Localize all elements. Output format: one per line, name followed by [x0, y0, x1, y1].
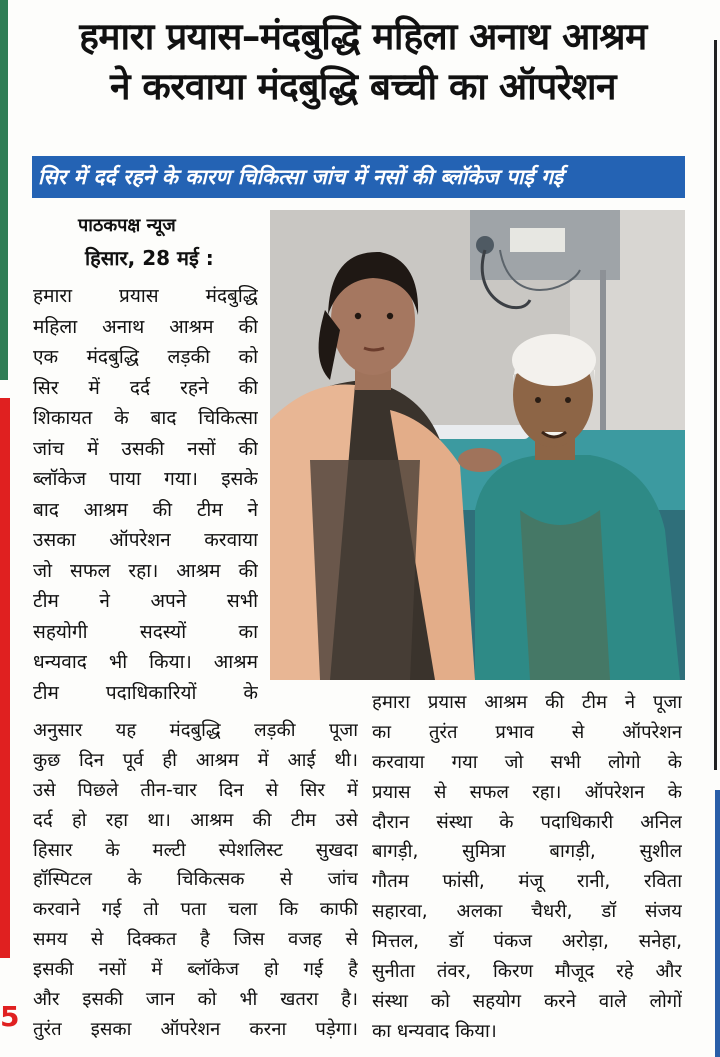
article-line: अनुसार यह मंदबुद्धि लड़की पूजा [33, 720, 358, 741]
news-photo-illustration [270, 210, 685, 680]
subheadline-bar [32, 156, 685, 198]
article-line: टीम ने अपने सभी [33, 590, 258, 612]
subheadline: सिर में दर्द रहने के कारण चिकित्सा जांच में नसों की ब्लॉकेज पाई गई [38, 165, 564, 189]
article-column-1 [33, 281, 258, 708]
article-line: का तुरंत प्रभाव से ऑपरेशन [372, 721, 682, 743]
article-line: गौतम फांसी, मंजू रानी, रविता [372, 871, 682, 893]
dateline: हिसार, 28 मई : [85, 246, 214, 270]
article-line: ब्लॉकेज पाया गया। इसके [33, 468, 258, 490]
article-line: तुरंत इसका ऑपरेशन करना पड़ेगा। [33, 1018, 358, 1040]
article-line: जो सफल रहा। आश्रम की [33, 559, 258, 582]
article-line: हमारा प्रयास मंदबुद्धि [33, 285, 258, 307]
article-column-2 [372, 688, 682, 1047]
article-line: उसका ऑपरेशन करवाया [33, 529, 258, 551]
article-line: हॉस्पिटल के चिकित्सक से जांच [33, 869, 358, 891]
headline [18, 12, 708, 112]
article-line: बाद आश्रम की टीम ने [33, 498, 258, 521]
edge-page-number: 5 [0, 1000, 20, 1033]
article-line: महिला अनाथ आश्रम की [33, 315, 258, 338]
article-line: दर्द हो रहा था। आश्रम की टीम उसे [33, 809, 358, 831]
article-line: कुछ दिन पूर्व ही आश्रम में आई थी। [33, 749, 358, 771]
news-photo [270, 210, 685, 680]
article-line: समय से दिक्कत है जिस वजह से [33, 929, 358, 951]
article-line: हमारा प्रयास आश्रम की टीम ने पूजा [372, 692, 682, 713]
article-line: उसे पिछले तीन-चार दिन से सिर में [33, 779, 358, 801]
article-column-1-wide [33, 716, 358, 1045]
article-line: का धन्यवाद किया। [372, 1020, 497, 1042]
article-line: धन्यवाद भी किया। आश्रम [33, 651, 258, 673]
right-column-rule [714, 40, 717, 770]
article-line: एक मंदबुद्धि लड़की को [33, 346, 258, 368]
article-line: और इसकी जान को भी खतरा है। [33, 989, 358, 1011]
article-line: टीम पदाधिकारियों के [33, 681, 258, 704]
article-line: बागड़ी, सुमित्रा बागड़ी, सुशील [372, 841, 682, 863]
article-line: जांच में उसकी नसों की [33, 437, 258, 460]
article-line: प्रयास से सफल रहा। ऑपरेशन के [372, 781, 682, 803]
article-line: करवाने गई तो पता चला कि काफी [33, 899, 358, 921]
article-line: सिर में दर्द रहने की [33, 376, 258, 399]
right-edge-blue-strip [715, 790, 720, 1057]
article-line: हिसार के मल्टी स्पेशलिस्ट सुखदा [33, 839, 358, 861]
byline: पाठकपक्ष न्यूज [78, 215, 176, 236]
article-line: सहयोगी सदस्यों का [33, 620, 258, 643]
article-line: शिकायत के बाद चिकित्सा [33, 407, 258, 429]
article-line: मित्तल, डॉ पंकज अरोड़ा, सनेहा, [372, 931, 682, 953]
article-line: सुनीता तंवर, किरण मौजूद रहे और [372, 961, 682, 983]
article-line: करवाया गया जो सभी लोगो के [372, 751, 682, 773]
headline-line-1: हमारा प्रयास–मंदबुद्धि महिला अनाथ आश्रम [79, 15, 647, 58]
article-line: दौरान संस्था के पदाधिकारी अनिल [372, 811, 682, 833]
article-line: इसकी नसों में ब्लॉकेज हो गई है [33, 959, 358, 981]
left-edge-red-strip [0, 398, 10, 958]
article-line: संस्था को सहयोग करने वाले लोगों [372, 990, 682, 1012]
article-line: सहारवा, अलका चैधरी, डॉ संजय [372, 901, 682, 923]
left-edge-green-strip [0, 0, 8, 380]
headline-line-2: ने करवाया मंदबुद्धि बच्ची का ऑपरेशन [109, 65, 617, 108]
